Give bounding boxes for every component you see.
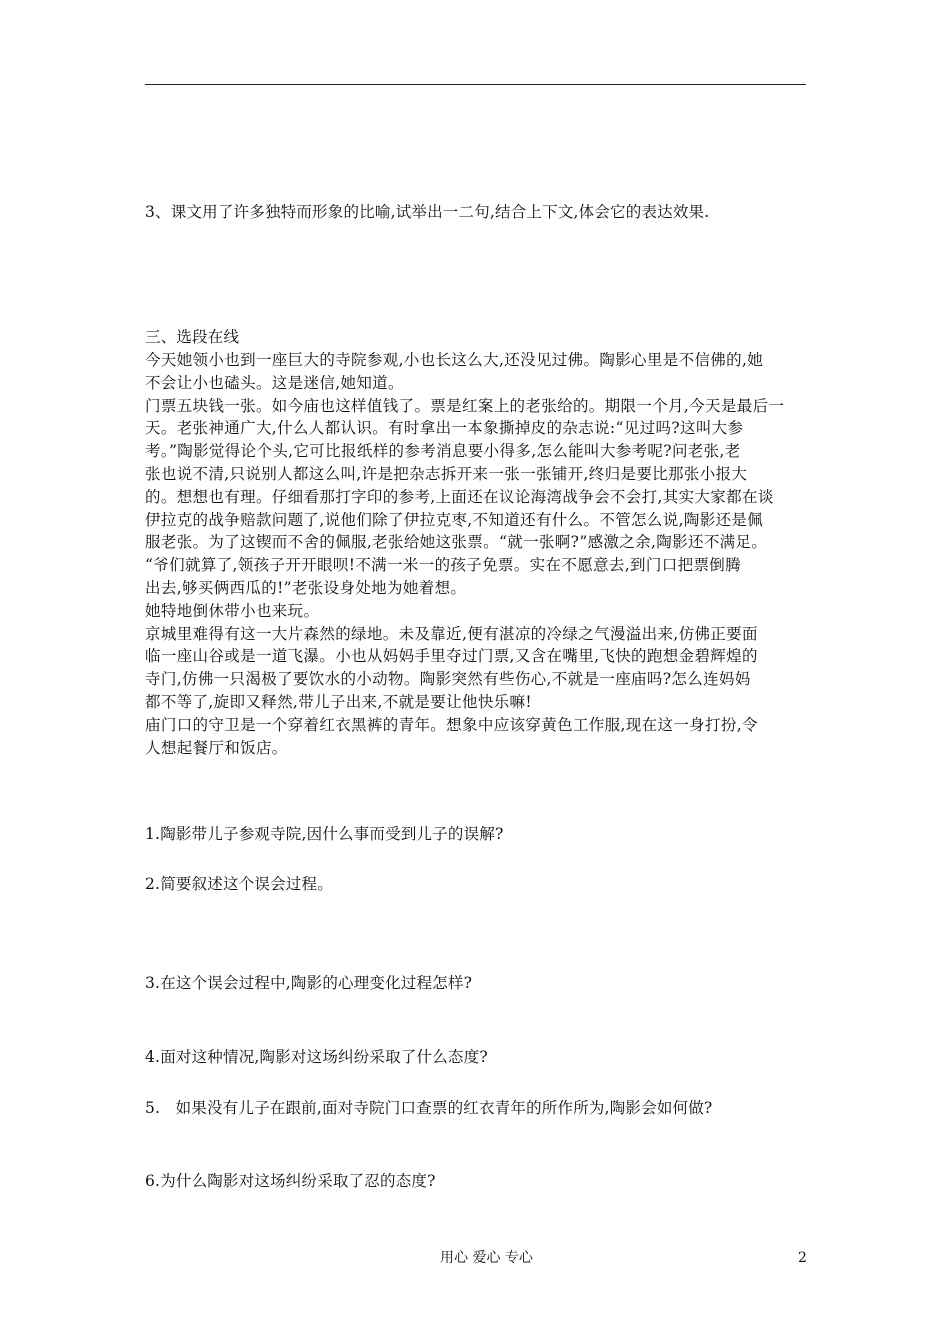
- question-3-analysis: 3.在这个误会过程中,陶影的心理变化过程怎样?: [145, 974, 473, 992]
- header-rule: [145, 84, 806, 85]
- page-number: 2: [798, 1250, 807, 1266]
- question-1: 1.陶影带儿子参观寺院,因什么事而受到儿子的误解?: [145, 825, 504, 843]
- passage-line: 寺门,仿佛一只渴极了要饮水的小动物。陶影突然有些伤心,不就是一座庙吗?怎么连妈妈: [145, 670, 751, 689]
- passage-line: 出去,够买俩西瓜的!”老张设身处地为她着想。: [145, 578, 467, 597]
- passage-line: 考。”陶影觉得论个头,它可比报纸样的参考消息要小得多,怎么能叫大参考呢?问老张,老: [145, 442, 741, 461]
- passage-line: 今天她领小也到一座巨大的寺院参观,小也长这么大,还没见过佛。陶影心里是不信佛的,她: [145, 351, 764, 369]
- passage-line: 门票五块钱一张。如今庙也这样值钱了。票是红案上的老张给的。期限一个月,今天是最后一: [145, 396, 785, 415]
- passage-line: 的。想想也有理。仔细看那打字印的参考,上面还在议论海湾战争会不会打,其实大家都在谈: [145, 487, 774, 506]
- question-2: 2.简要叙述这个误会过程。: [145, 875, 333, 893]
- question-4: 4.面对这种情况,陶影对这场纠纷采取了什么态度?: [145, 1048, 488, 1066]
- passage-line: 她特地倒休带小也来玩。: [145, 601, 320, 620]
- passage-line: 天。老张神通广大,什么人都认识。有时拿出一本象撕掉皮的杂志说:“见过吗?这叫大参: [145, 419, 744, 438]
- passage-line: 伊拉克的战争赔款问题了,说他们除了伊拉克枣,不知道还有什么。不管怎么说,陶影还是佩: [145, 510, 764, 529]
- passage-line: 不会让小也磕头。这是迷信,她知道。: [145, 373, 404, 392]
- question-5: 5. 如果没有儿子在跟前,面对寺院门口查票的红衣青年的所作所为,陶影会如何做?: [145, 1099, 713, 1117]
- passage-line: 人想起餐厅和饭店。: [145, 738, 288, 757]
- question-3: 3、课文用了许多独特而形象的比喻,试举出一二句,结合上下文,体会它的表达效果.: [145, 203, 710, 221]
- passage-line: “爷们就算了,领孩子开开眼呗!不满一米一的孩子免票。实在不愿意去,到门口把票倒腾: [145, 556, 742, 575]
- passage-line: 庙门口的守卫是一个穿着红衣黑裤的青年。想象中应该穿黄色工作服,现在这一身打扮,令: [145, 715, 758, 734]
- passage-line: 张也说不清,只说别人都这么叫,许是把杂志拆开来一张一张铺开,终归是要比那张小报大: [145, 464, 748, 483]
- passage: [145, 349, 810, 759]
- footer-motto: 用心 爱心 专心: [440, 1250, 533, 1266]
- passage-line: 临一座山谷或是一道飞瀑。小也从妈妈手里夺过门票,又含在嘴里,飞快的跑想金碧辉煌的: [145, 647, 758, 666]
- passage-line: 服老张。为了这锲而不舍的佩服,老张给她这张票。“就一张啊?”感激之余,陶影还不满足。: [145, 533, 768, 552]
- section-title: 三、选段在线: [145, 328, 240, 346]
- passage-line: 京城里难得有这一大片森然的绿地。未及靠近,便有湛凉的冷绿之气漫溢出来,仿佛正要面: [145, 624, 758, 643]
- question-6: 6.为什么陶影对这场纠纷采取了忍的态度?: [145, 1172, 436, 1190]
- passage-line: 都不等了,旋即又释然,带儿子出来,不就是要让他快乐嘛!: [145, 692, 532, 711]
